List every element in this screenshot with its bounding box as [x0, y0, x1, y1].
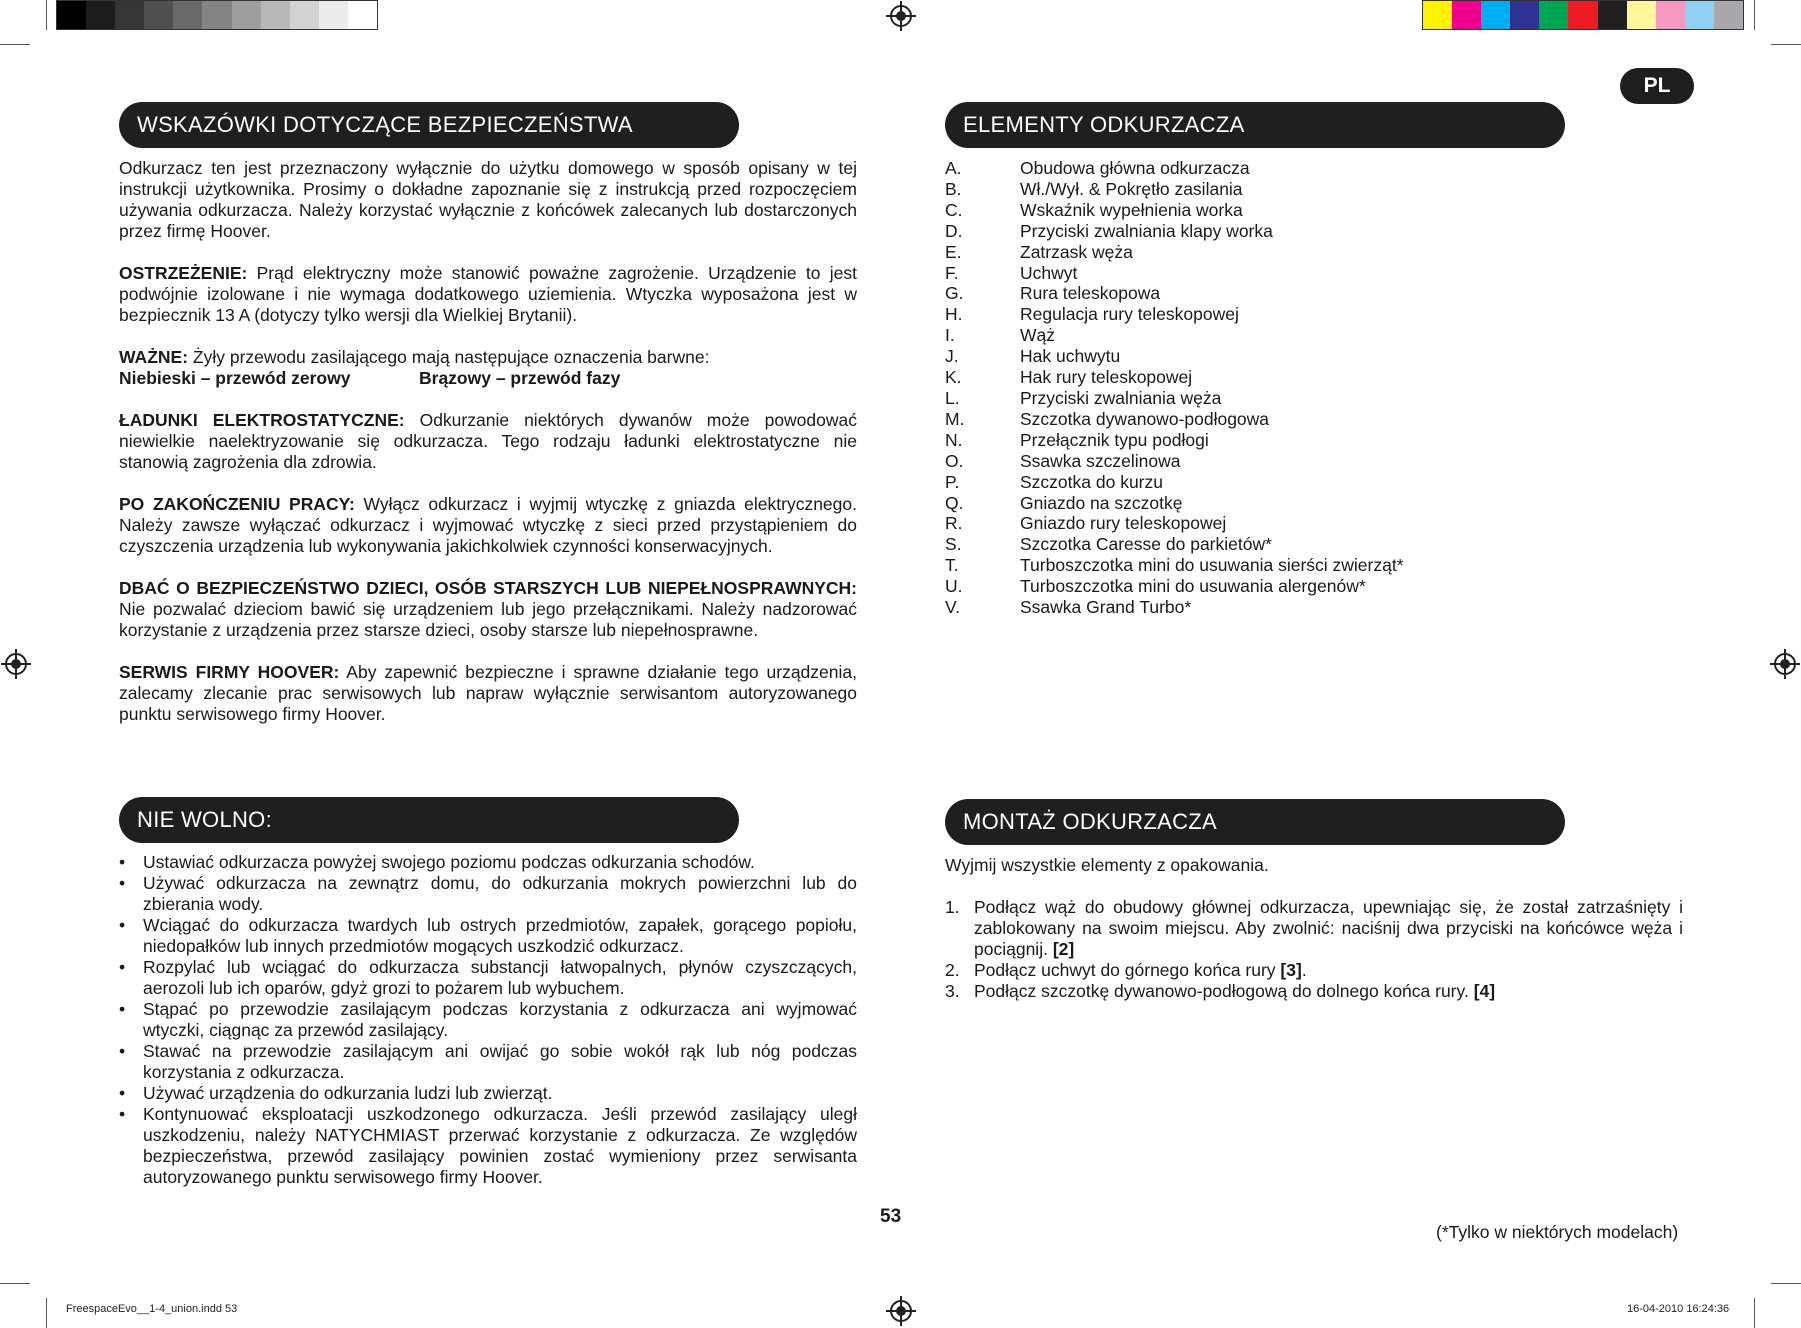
crop-mark: [1771, 1283, 1801, 1284]
parts-item-letter: D.: [945, 220, 963, 241]
dont-list-item: • Wciągać do odkurzacza twardych lub ostrych przedmiotów, zapałek, gorącego popiołu, niedopałków lub innych przedmiotów mogących uszkodzić odkurzacz.: [119, 915, 857, 957]
parts-item-label: Ssawka Grand Turbo*: [1020, 597, 1192, 618]
parts-item: [945, 304, 1404, 325]
dont-list-item: • Używać urządzenia do odkurzania ludzi lub zwierząt.: [119, 1083, 857, 1104]
assembly-step-text: [974, 981, 1683, 1002]
assembly-step: [945, 960, 1683, 981]
parts-item: [945, 555, 1404, 576]
parts-item-label: Turboszczotka mini do usuwania alergenów*: [1020, 576, 1366, 597]
warning-paragraph: [119, 263, 857, 326]
parts-item-label: Szczotka dywanowo-podłogowa: [1020, 408, 1270, 429]
footnote: (*Tylko w niektórych modelach): [1436, 1222, 1679, 1242]
assembly-step-body: Podłącz szczotkę dywanowo-podłogową do dolnego końca rury.: [974, 981, 1474, 1001]
color-swatch: [115, 1, 144, 29]
parts-item-label: Szczotka Caresse do parkietów*: [1020, 534, 1272, 555]
color-swatch: [319, 1, 348, 29]
safety-intro: Odkurzacz ten jest przeznaczony wyłącznie do użytku domowego w sposób opisany w tej instrukcji użytkownika. Prosimy o dokładne zapoznanie się z instrukcją przed rozpoczęciem używania odkurzacza. Należy korzystać wyłącznie z końcówek zalecanych lub dostarczonych przez firmę Hoover.: [119, 158, 857, 241]
parts-item: [945, 221, 1404, 242]
color-swatch: [290, 1, 319, 29]
color-swatch: [86, 1, 115, 29]
color-swatch: [144, 1, 173, 29]
parts-item-label: Hak rury teleskopowej: [1020, 367, 1193, 388]
parts-item-letter: H.: [945, 304, 963, 325]
parts-item: [945, 472, 1404, 493]
figure-reference: [3]: [1280, 960, 1302, 980]
parts-item-letter: J.: [945, 346, 959, 367]
assembly-heading: MONTAŻ ODKURZACZA: [945, 799, 1565, 845]
parts-item: [945, 388, 1404, 409]
warning-label: OSTRZEŻENIE:: [119, 263, 248, 283]
parts-item: [945, 242, 1404, 263]
color-swatch: [1423, 1, 1452, 29]
parts-item-letter: S.: [945, 534, 962, 555]
static-label: ŁADUNKI ELEKTROSTATYCZNE:: [119, 410, 405, 430]
after-work-label: PO ZAKOŃCZENIU PRACY:: [119, 494, 355, 514]
color-swatch: [1714, 1, 1743, 29]
parts-item-label: Obudowa główna odkurzacza: [1020, 158, 1250, 178]
parts-item-letter: M.: [945, 408, 965, 429]
wire-colors: [119, 368, 857, 389]
crop-mark: [46, 1298, 47, 1328]
dont-list-item: • Kontynuować eksploatacji uszkodzonego odkurzacza. Jeśli przewód zasilający uległ uszkodzeniu, należy NATYCHMIAST przerwać korzystanie z odkurzacza. Ze względów bezpieczeństwa, przewód zasilający powinien zostać wymieniony przez serwisanta autoryzowanego punktu serwisowego firmy Hoover.: [119, 1104, 857, 1188]
parts-item: [945, 597, 1404, 618]
dont-section: [119, 852, 857, 1188]
registration-mark-icon: [5, 653, 27, 675]
wire-brown: Brązowy – przewód fazy: [419, 368, 621, 388]
assembly-step-number: 3.: [945, 981, 960, 1001]
assembly-section: [945, 855, 1683, 1002]
color-swatch: [173, 1, 202, 29]
figure-reference: [2]: [1052, 939, 1075, 959]
parts-item-letter: B.: [945, 178, 962, 199]
parts-item-label: Rura teleskopowa: [1020, 283, 1161, 304]
assembly-step-body: Podłącz uchwyt do górnego końca rury: [974, 960, 1281, 980]
color-swatch: [1598, 1, 1627, 29]
parts-item: [945, 409, 1404, 430]
color-swatch: [1685, 1, 1714, 29]
warning-text: Prąd elektryczny może stanowić poważne zagrożenie. Urządzenie to jest podwójnie izolowane i nie wymaga dodatkowego uziemienia. Wtyczka wyposażona jest w bezpiecznik 13 A (dotyczy tylko wersji dla Wielkiej Brytanii).: [119, 263, 857, 325]
parts-item-letter: A.: [945, 158, 962, 178]
wire-blue: Niebieski – przewód zerowy: [119, 368, 351, 388]
parts-item: [945, 493, 1404, 514]
parts-list: [945, 158, 1404, 618]
parts-item: [945, 179, 1404, 200]
page-number: 53: [880, 1206, 902, 1227]
parts-item-letter: R.: [945, 513, 963, 534]
registration-mark-icon: [890, 1300, 912, 1322]
parts-item: [945, 430, 1404, 451]
parts-item: [945, 451, 1404, 472]
color-swatch-bar: [1422, 0, 1744, 30]
static-paragraph: [119, 410, 857, 473]
figure-reference: [4]: [1473, 981, 1496, 1001]
color-swatch: [1656, 1, 1685, 29]
parts-item-letter: G.: [945, 283, 964, 304]
parts-item-letter: K.: [945, 367, 962, 388]
crop-mark: [46, 0, 47, 30]
parts-item-letter: O.: [945, 450, 964, 471]
parts-item-letter: Q.: [945, 492, 964, 513]
safety-heading: WSKAZÓWKI DOTYCZĄCE BEZPIECZEŃSTWA: [119, 102, 739, 148]
parts-item-label: Zatrzask węża: [1020, 241, 1133, 262]
children-paragraph: [119, 578, 857, 641]
dont-heading: NIE WOLNO:: [119, 797, 739, 843]
crop-mark: [1771, 44, 1801, 45]
children-label: DBAĆ O BEZPIECZEŃSTWO DZIECI, OSÓB STARSZYCH LUB NIEPEŁNOSPRAWNYCH:: [119, 578, 857, 598]
gray-swatch-bar: [56, 0, 378, 30]
parts-item-letter: N.: [945, 429, 963, 450]
crop-mark: [1754, 1298, 1755, 1328]
parts-item-letter: I.: [945, 325, 955, 346]
important-paragraph: [119, 347, 857, 368]
color-swatch: [57, 1, 86, 29]
assembly-step: [945, 897, 1683, 960]
slug-date: 16-04-2010 16:24:36: [1627, 1303, 1730, 1315]
children-text: Nie pozwalać dzieciom bawić się urządzeniem lub jego przełącznikami. Należy nadzorować korzystanie z urządzenia przez starsze dzieci, osoby starsze lub niepełnosprawne.: [119, 599, 857, 640]
parts-item-label: Turboszczotka mini do usuwania sierści zwierząt*: [1020, 555, 1404, 576]
parts-item: [945, 325, 1404, 346]
dont-list-item: • Stawać na przewodzie zasilającym ani owijać go sobie wokół rąk lub nóg podczas korzystania z odkurzacza.: [119, 1041, 857, 1083]
parts-item-letter: P.: [945, 471, 960, 492]
registration-mark-icon: [890, 5, 912, 27]
assembly-step: [945, 981, 1683, 1002]
dont-list-item: • Używać odkurzacza na zewnątrz domu, do odkurzania mokrych powierzchni lub do zbierania wody.: [119, 873, 857, 915]
assembly-step-text: [974, 897, 1683, 960]
color-swatch: [1510, 1, 1539, 29]
static-text: Odkurzanie niektórych dywanów może powodować niewielkie naelektryzowanie się odkurzacza. Tego rodzaju ładunki elektrostatyczne nie stanowią zagrożenia dla zdrowia.: [119, 410, 858, 472]
dont-list-item: • Ustawiać odkurzacza powyżej swojego poziomu podczas odkurzania schodów.: [119, 852, 857, 873]
crop-mark: [0, 1283, 30, 1284]
parts-item-label: Szczotka do kurzu: [1020, 471, 1163, 492]
parts-item-label: Przyciski zwalniania węża: [1020, 387, 1222, 408]
color-swatch: [348, 1, 377, 29]
parts-item-label: Wł./Wył. & Pokrętło zasilania: [1020, 178, 1243, 199]
registration-mark-icon: [1774, 653, 1796, 675]
color-swatch: [1539, 1, 1568, 29]
parts-item-letter: C.: [945, 199, 963, 220]
color-swatch: [1481, 1, 1510, 29]
parts-item: [945, 534, 1404, 555]
parts-item-letter: U.: [945, 576, 963, 597]
parts-heading: ELEMENTY ODKURZACZA: [945, 102, 1565, 148]
service-text: Aby zapewnić bezpieczne i sprawne działanie tego urządzenia, zalecamy zlecanie prac serwisowych lub napraw wyłącznie serwisantom autoryzowanego punktu serwisowego firmy Hoover.: [119, 662, 857, 724]
after-work-paragraph: [119, 494, 857, 557]
dont-list-item: • Stąpać po przewodzie zasilającym podczas korzystania z odkurzacza ani wyjmować wtyczki, ciągnąc za przewód zasilający.: [119, 999, 857, 1041]
assembly-step-body: Podłącz wąż do obudowy głównej odkurzacza, upewniając się, że został zatrzaśnięty i zablokowany na swoim miejscu. Aby zwolnić: naciśnij dwa przyciski na końcówce węża i pociągnij.: [974, 897, 1683, 959]
crop-mark: [1754, 0, 1755, 30]
parts-item: [945, 200, 1404, 221]
parts-item: [945, 263, 1404, 284]
parts-item-letter: L.: [945, 387, 960, 408]
parts-item-letter: E.: [945, 241, 962, 262]
crop-mark: [0, 44, 30, 45]
parts-item: [945, 367, 1404, 388]
parts-item-label: Gniazdo na szczotkę: [1020, 492, 1183, 513]
parts-item: [945, 158, 1404, 179]
dont-list: [119, 852, 857, 1188]
parts-item: [945, 283, 1404, 304]
parts-item-label: Uchwyt: [1020, 262, 1078, 283]
parts-item-letter: F.: [945, 262, 959, 283]
parts-item: [945, 346, 1404, 367]
assembly-step-tail: .: [1301, 960, 1307, 980]
service-label: SERWIS FIRMY HOOVER:: [119, 662, 340, 682]
assembly-intro: Wyjmij wszystkie elementy z opakowania.: [945, 855, 1269, 875]
parts-item-letter: V.: [945, 597, 960, 618]
important-text: Żyły przewodu zasilającego mają następujące oznaczenia barwne:: [188, 347, 710, 367]
assembly-step-number: 2.: [945, 960, 960, 980]
color-swatch: [261, 1, 290, 29]
parts-item-label: Regulacja rury teleskopowej: [1020, 304, 1239, 325]
parts-item-label: Przełącznik typu podłogi: [1020, 429, 1209, 450]
assembly-step-text: [974, 960, 1683, 981]
language-badge: PL: [1620, 68, 1694, 104]
after-work-text: Wyłącz odkurzacz i wyjmij wtyczkę z gniazda elektrycznego. Należy zawsze wyłączać odkurzacz i wyjmować wtyczkę z sieci przed przystąpieniem do czyszczenia urządzenia lub wykonywania jakichkolwiek czynności konserwacyjnych.: [119, 494, 857, 556]
parts-item-label: Gniazdo rury teleskopowej: [1020, 513, 1227, 534]
color-swatch: [202, 1, 231, 29]
assembly-steps: [945, 897, 1683, 1002]
safety-section: [119, 158, 857, 746]
parts-item-label: Przyciski zwalniania klapy worka: [1020, 220, 1273, 241]
dont-list-item: • Rozpylać lub wciągać do odkurzacza substancji łatwopalnych, płynów czyszczących, aerozoli lub ich oparów, gdyż grozi to pożarem lub wybuchem.: [119, 957, 857, 999]
important-label: WAŻNE:: [119, 347, 189, 367]
parts-item: [945, 576, 1404, 597]
parts-item-label: Hak uchwytu: [1020, 346, 1121, 367]
color-swatch: [1452, 1, 1481, 29]
parts-item: [945, 513, 1404, 534]
parts-item-letter: T.: [945, 555, 959, 576]
color-swatch: [232, 1, 261, 29]
assembly-step-number: 1.: [945, 897, 960, 917]
parts-item-label: Ssawka szczelinowa: [1020, 450, 1181, 471]
slug-file: FreespaceEvo__1-4_union.indd 53: [66, 1303, 238, 1315]
color-swatch: [1568, 1, 1597, 29]
color-swatch: [1627, 1, 1656, 29]
service-paragraph: [119, 662, 857, 725]
parts-item-label: Wąż: [1020, 325, 1055, 346]
parts-item-label: Wskaźnik wypełnienia worka: [1020, 199, 1243, 220]
